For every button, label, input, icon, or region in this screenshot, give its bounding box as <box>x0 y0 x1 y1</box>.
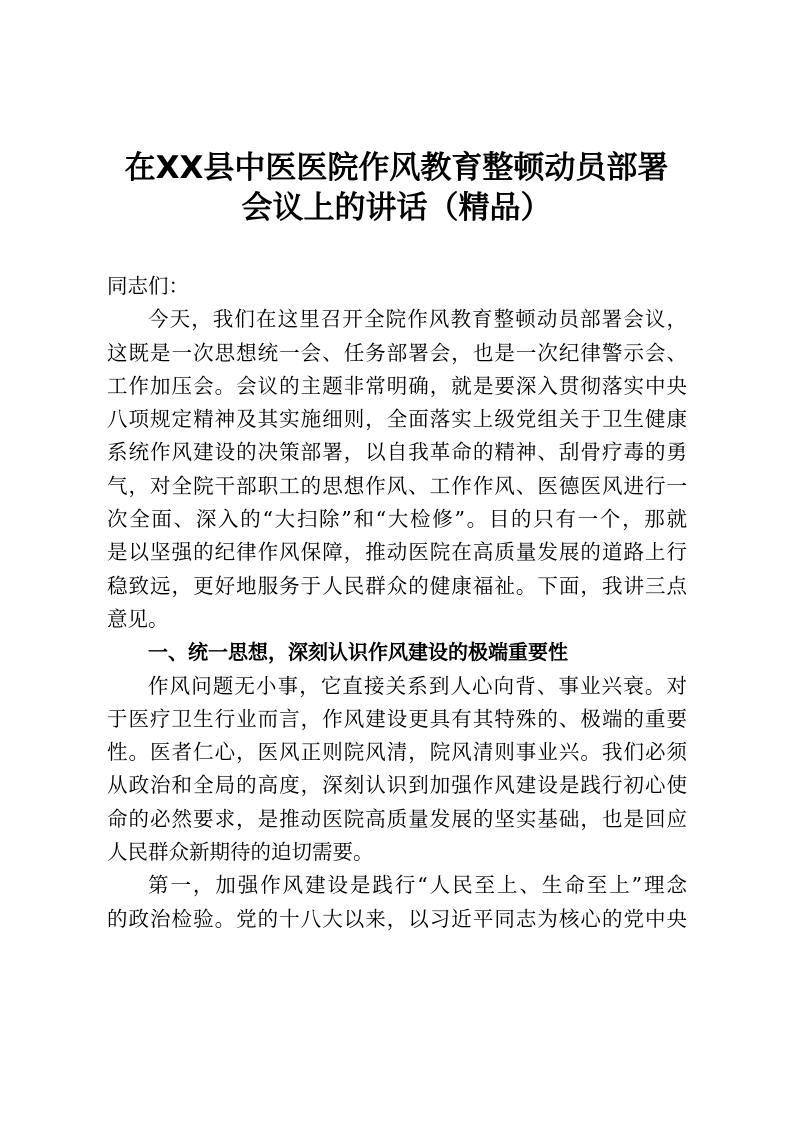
paragraph-2 <box>107 670 687 870</box>
paragraph-line: 从政治和全局的高度，深刻认识到加强作风建设是践行初心使 <box>107 773 687 798</box>
paragraph-line: 于医疗卫生行业而言，作风建设更具有其特殊的、极端的重要 <box>107 706 687 731</box>
paragraph-line: 第一，加强作风建设是践行“人民至上、生命至上”理念 <box>148 873 687 898</box>
paragraph-line: 稳致远，更好地服务于人民群众的健康福祉。下面，我讲三点 <box>107 573 687 598</box>
paragraph-line: 意见。 <box>107 606 169 631</box>
title-line-1: 在XX县中医医院作风教育整顿动员部署 <box>124 150 669 186</box>
paragraph-line: 这既是一次思想统一会、任务部署会，也是一次纪律警示会、 <box>107 340 687 365</box>
paragraph-line: 八项规定精神及其实施细则，全面落实上级党组关于卫生健康 <box>107 407 687 432</box>
paragraph-line: 工作加压会。会议的主题非常明确，就是要深入贯彻落实中央 <box>107 373 687 398</box>
paragraph-line: 次全面、深入的“大扫除”和“大检修”。目的只有一个，那就 <box>107 507 687 532</box>
paragraph-line: 今天，我们在这里召开全院作风教育整顿动员部署会议， <box>148 307 687 332</box>
salutation: 同志们： <box>107 274 189 298</box>
paragraph-line: 是以坚强的纪律作风保障，推动医院在高质量发展的道路上行 <box>107 540 687 565</box>
paragraph-line: 气，对全院干部职工的思想作风、工作作风、医德医风进行一 <box>107 473 687 498</box>
paragraph-line: 命的必然要求，是推动医院高质量发展的坚实基础，也是回应 <box>107 806 687 831</box>
paragraph-line: 系统作风建设的决策部署，以自我革命的精神、刮骨疗毒的勇 <box>107 440 687 465</box>
title-line-2: 会议上的讲话（精品） <box>241 190 552 226</box>
document-title <box>100 148 693 228</box>
paragraph-line: 性。医者仁心，医风正则院风清，院风清则事业兴。我们必须 <box>107 740 687 765</box>
paragraph-line: 人民群众新期待的迫切需要。 <box>107 840 374 865</box>
paragraph-3 <box>107 869 687 936</box>
paragraph-line: 的政治检验。党的十八大以来，以习近平同志为核心的党中央 <box>107 906 687 931</box>
paragraph-1 <box>107 303 687 636</box>
section-heading: 一、统一思想，深刻认识作风建设的极端重要性 <box>148 640 568 665</box>
document-body <box>107 270 687 936</box>
paragraph-line: 作风问题无小事，它直接关系到人心向背、事业兴衰。对 <box>148 673 687 698</box>
